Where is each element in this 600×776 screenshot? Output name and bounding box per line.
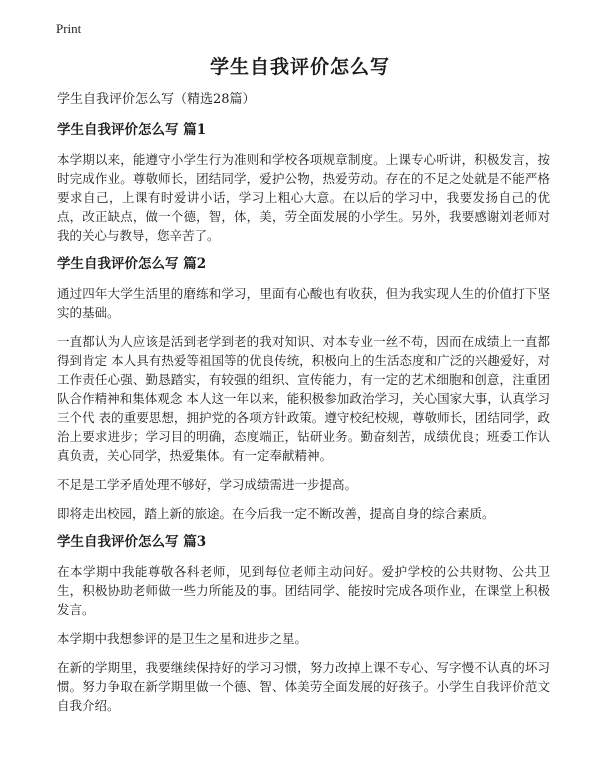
paragraph: 在本学期中我能尊敬各科老师，见到每位老师主动问好。爱护学校的公共财物、公共卫生，积极协助老师做一些力所能及的事。团结同学、能按时完成各项作业，在课堂上积极发言。 — [57, 564, 550, 617]
paragraph: 不足是工学矛盾处理不够好，学习成绩需进一步提高。 — [57, 477, 358, 492]
document-body — [57, 90, 550, 725]
page-title: 学生自我评价怎么写 — [209, 56, 390, 78]
paragraph: 本学期中我想参评的是卫生之星和进步之星。 — [57, 631, 308, 646]
paragraph: 通过四年大学生活里的磨练和学习，里面有心酸也有收获，但为我实现人生的价值打下坚实的基础。 — [57, 286, 550, 320]
section-heading-3: 学生自我评价怎么写 篇3 — [57, 534, 207, 550]
paragraph: 本学期以来，能遵守小学生行为准则和学校各项规章制度。上课专心听讲，积极发言，按时完成作业。尊敬师长，团结同学，爱护公物，热爱劳动。存在的不足之处就是不能严格要求自己，上课有时爱讲小话，学习上粗心大意。在以后的学习中，我要发扬自己的优点，改正缺点，做一个德，智，体，美，劳全面发展的小学生。另外，我要感谢刘老师对我的关心与教导，您辛苦了。 — [57, 152, 550, 243]
section-heading-2: 学生自我评价怎么写 篇2 — [57, 256, 207, 272]
paragraph: 在新的学期里，我要继续保持好的学习习惯，努力改掉上课不专心、写字慢不认真的坏习惯。努力争取在新学期里做一个德、智、体美劳全面发展的好孩子。小学生自我评价范文自我介绍。 — [57, 660, 550, 713]
document-subtitle: 学生自我评价怎么写（精选28篇） — [57, 92, 256, 107]
print-link[interactable]: Print — [56, 21, 82, 36]
section-heading-1: 学生自我评价怎么写 篇1 — [57, 122, 207, 138]
paragraph: 一直都认为人应该是活到老学到老的我对知识、对本专业一丝不苟，因而在成绩上一直都得到肯定 本人具有热爱等祖国等的优良传统，积极向上的生活态度和广泛的兴趣爱好，对工作责任心强、勤恳踏实，有较强的组织、宣传能力，有一定的艺术细胞和创意，注重团队合作精神和集体观念 本人这一年以来，能积极参加政治学习，关心国家大事，认真学习三个代 表的重要思想，拥护党的各项方针政策。遵守校纪校规，尊敬师长，团结同学，政治上要求进步；学习目的明确，态度端正，钻研业务。勤奋刻苦，成绩优良；班委工作认真负责，关心同学，热爱集体。有一定奉献精神。 — [57, 334, 550, 463]
paragraph: 即将走出校园，踏上新的旅途。在今后我一定不断改善，提高自身的综合素质。 — [57, 506, 495, 521]
